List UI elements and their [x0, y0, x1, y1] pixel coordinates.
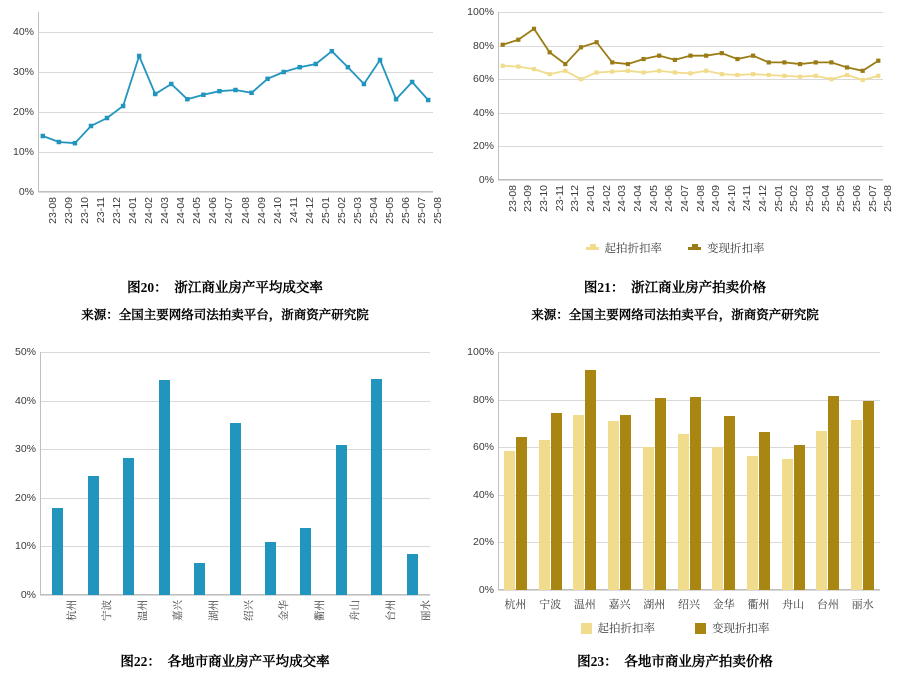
- x-axis-tick-label: 24-02: [143, 197, 156, 224]
- series-marker: [217, 89, 222, 94]
- x-axis-tick-label: 23-08: [506, 185, 519, 212]
- x-axis-tick-label: 嘉兴: [172, 600, 185, 621]
- y-axis-tick-label: 60%: [472, 73, 494, 86]
- y-axis-line: [498, 352, 499, 590]
- series-marker: [751, 54, 755, 58]
- y-axis-tick-label: 0%: [478, 584, 494, 596]
- x-axis-tick-label: 24-07: [223, 197, 236, 224]
- series-marker: [501, 64, 505, 68]
- x-axis-tick-label: 宁波: [539, 599, 562, 611]
- x-axis-tick-label: 25-04: [367, 197, 380, 224]
- bar: [52, 508, 63, 595]
- bar: [724, 416, 735, 590]
- bar: [851, 420, 862, 590]
- figure-20-source: 来源：全国主要网络司法拍卖平台，浙商资产研究院: [81, 308, 369, 322]
- series-marker: [861, 69, 865, 73]
- series-marker: [410, 80, 415, 85]
- x-axis-tick-label: 25-08: [882, 185, 895, 212]
- x-axis-tick-label: 24-12: [757, 185, 770, 212]
- series-marker: [501, 43, 505, 47]
- series-marker: [121, 104, 126, 109]
- x-axis-tick-label: 25-06: [400, 197, 413, 224]
- x-axis-tick-label: 23-09: [62, 197, 75, 224]
- x-axis-tick-label: 25-04: [819, 185, 832, 212]
- gridline: [38, 192, 433, 193]
- series-marker: [516, 65, 520, 69]
- y-axis-tick-label: 10%: [12, 146, 34, 158]
- series-marker: [845, 65, 849, 69]
- x-axis-tick-label: 23-11: [553, 185, 566, 212]
- x-axis-tick-label: 杭州: [504, 599, 527, 611]
- x-axis-tick-label: 宁波: [101, 600, 114, 621]
- series-marker: [362, 82, 367, 87]
- series-marker: [563, 69, 567, 73]
- gridline: [498, 180, 883, 181]
- legend-item: [581, 620, 656, 636]
- y-axis-tick-label: 40%: [472, 488, 494, 501]
- chart-23-plot: [467, 346, 880, 611]
- bar: [678, 434, 689, 590]
- gridline: [40, 595, 430, 596]
- y-axis-tick-label: 100%: [467, 346, 494, 358]
- series-marker: [610, 70, 614, 74]
- series-marker: [673, 58, 677, 62]
- series-marker: [688, 71, 692, 75]
- x-axis-tick-label: 25-02: [335, 197, 348, 224]
- y-axis-tick-label: 20%: [472, 140, 494, 153]
- x-axis-tick-label: 舟山: [782, 599, 805, 611]
- series-marker: [249, 91, 254, 96]
- gridline: [498, 352, 880, 353]
- x-axis-tick-label: 25-01: [772, 185, 785, 212]
- y-axis-tick-label: 0%: [478, 174, 494, 186]
- y-axis-tick-label: 60%: [472, 441, 494, 454]
- x-axis-tick-label: 台州: [384, 600, 397, 621]
- series-marker: [626, 62, 630, 66]
- series-marker: [798, 62, 802, 66]
- x-axis-tick-label: 24-01: [127, 197, 140, 224]
- bar: [816, 431, 827, 590]
- x-axis-tick-label: 25-02: [788, 185, 801, 212]
- series-marker: [814, 60, 818, 64]
- x-axis-tick-label: 金华: [278, 600, 291, 621]
- legend-swatch: [581, 623, 592, 634]
- x-axis-tick-label: 24-05: [647, 185, 660, 212]
- series-marker: [233, 88, 238, 93]
- bar: [643, 447, 654, 590]
- x-axis-tick-label: 23-09: [522, 185, 535, 212]
- series-marker: [876, 74, 880, 78]
- x-axis-tick-label: 24-03: [159, 197, 172, 224]
- series-marker: [532, 27, 536, 31]
- x-axis-tick-label: 25-05: [835, 185, 848, 212]
- y-axis-tick-label: 20%: [14, 491, 36, 504]
- x-axis-tick-label: 温州: [573, 599, 596, 611]
- y-axis-tick-label: 20%: [12, 106, 34, 118]
- bar: [371, 379, 382, 595]
- x-axis-tick-label: 24-06: [663, 185, 676, 212]
- x-axis-tick-label: 衢州: [747, 599, 770, 611]
- x-axis-tick-label: 衢州: [313, 600, 326, 621]
- bar: [88, 476, 99, 595]
- legend-swatch: [586, 247, 599, 250]
- y-axis-tick-label: 40%: [12, 26, 34, 38]
- legend-label: 变现折扣率: [712, 623, 770, 635]
- series-marker: [845, 73, 849, 77]
- series-marker: [688, 54, 692, 58]
- series-marker: [704, 69, 708, 73]
- series-marker: [330, 49, 335, 54]
- series-line: [503, 29, 879, 71]
- legend-swatch: [688, 247, 701, 250]
- x-axis-tick-label: 金华: [712, 599, 735, 611]
- x-axis-tick-label: 丽水: [420, 600, 433, 621]
- x-axis-tick-label: 24-11: [741, 185, 754, 212]
- bar: [230, 423, 241, 595]
- series-marker: [346, 65, 351, 70]
- x-axis-tick-label: 24-10: [271, 197, 284, 224]
- series-marker: [201, 93, 206, 98]
- legend-item: [695, 620, 770, 636]
- x-axis-tick-label: 湖州: [643, 599, 666, 611]
- series-marker: [641, 70, 645, 74]
- series-marker: [767, 60, 771, 64]
- x-axis-tick-label: 24-06: [207, 197, 220, 224]
- x-axis-tick-label: 湖州: [207, 600, 220, 621]
- bar: [655, 398, 666, 590]
- legend-item: [586, 240, 663, 256]
- series-marker: [265, 77, 270, 82]
- series-marker: [169, 82, 174, 87]
- series-marker: [829, 77, 833, 81]
- x-axis-tick-label: 24-08: [694, 185, 707, 212]
- bar: [407, 554, 418, 595]
- series-marker: [579, 45, 583, 49]
- series-marker: [798, 75, 802, 79]
- figure-21-source: 来源：全国主要网络司法拍卖平台，浙商资产研究院: [531, 308, 819, 322]
- y-axis-line: [40, 352, 41, 595]
- series-line: [43, 51, 428, 143]
- series-marker: [579, 77, 583, 81]
- series-marker: [41, 134, 46, 139]
- series-marker: [720, 72, 724, 76]
- x-axis-tick-label: 25-06: [851, 185, 863, 212]
- y-axis-tick-label: 20%: [472, 536, 494, 549]
- bar: [265, 542, 276, 595]
- series-marker: [767, 73, 771, 77]
- series-marker: [595, 40, 599, 44]
- bar: [782, 459, 793, 590]
- x-axis-tick-label: 嘉兴: [608, 599, 631, 611]
- figure-23: [450, 330, 900, 677]
- x-axis-tick-label: 24-02: [600, 185, 613, 212]
- figure-21-caption: 图21： 浙江商业房产拍卖价格: [583, 280, 767, 295]
- x-axis-tick-label: 25-07: [866, 185, 879, 212]
- bar: [620, 415, 631, 590]
- y-axis-tick-label: 30%: [14, 443, 36, 456]
- y-axis-tick-label: 10%: [14, 540, 36, 553]
- series-marker: [89, 124, 94, 129]
- x-axis-tick-label: 25-03: [351, 197, 364, 224]
- series-marker: [516, 38, 520, 42]
- x-axis-tick-label: 24-08: [239, 197, 252, 224]
- bar: [759, 432, 770, 590]
- series-marker: [782, 60, 786, 64]
- x-axis-tick-label: 24-01: [584, 185, 597, 212]
- series-marker: [297, 65, 302, 70]
- x-axis-tick-label: 23-12: [569, 185, 582, 212]
- x-axis-tick-label: 绍兴: [678, 599, 700, 611]
- series-marker: [394, 97, 399, 102]
- figure-20: [0, 0, 450, 330]
- x-axis-tick-label: 23-08: [46, 197, 59, 224]
- series-marker: [426, 98, 431, 103]
- series-marker: [548, 72, 552, 76]
- series-marker: [657, 54, 661, 58]
- chart-20-plot: [12, 12, 445, 224]
- series-marker: [548, 50, 552, 54]
- x-axis-tick-label: 25-05: [384, 197, 396, 224]
- series-marker: [673, 70, 677, 74]
- bar: [747, 456, 758, 590]
- y-axis-tick-label: 0%: [20, 589, 36, 601]
- x-axis-tick-label: 绍兴: [243, 600, 255, 621]
- bar: [585, 370, 596, 590]
- x-axis-tick-label: 24-09: [255, 197, 268, 224]
- bar: [573, 415, 584, 590]
- x-axis-tick-label: 丽水: [851, 599, 874, 611]
- bar: [712, 447, 723, 590]
- y-axis-tick-label: 80%: [472, 393, 494, 406]
- series-marker: [610, 60, 614, 64]
- bar: [194, 563, 205, 595]
- series-marker: [641, 57, 645, 61]
- figure-22-caption: 图22： 各地市商业房产平均成交率: [120, 654, 330, 669]
- series-marker: [57, 140, 62, 145]
- series-marker: [704, 54, 708, 58]
- bar: [690, 397, 701, 590]
- bar: [300, 528, 311, 595]
- series-marker: [657, 69, 661, 73]
- x-axis-tick-label: 25-01: [319, 197, 332, 224]
- series-marker: [314, 62, 319, 67]
- legend-swatch: [695, 623, 706, 634]
- series-marker: [153, 92, 158, 97]
- series-marker: [814, 74, 818, 78]
- y-axis-tick-label: 30%: [12, 66, 34, 78]
- figure-20-caption: 图20： 浙江商业房产平均成交率: [127, 280, 323, 295]
- bar: [123, 458, 134, 595]
- series-marker: [861, 78, 865, 82]
- chart-23-legend: [450, 620, 900, 636]
- bar: [863, 401, 874, 590]
- y-axis-tick-label: 50%: [14, 346, 36, 358]
- chart-22-plot: [14, 346, 433, 621]
- x-axis-tick-label: 25-08: [432, 197, 445, 224]
- x-axis-tick-label: 25-07: [416, 197, 429, 224]
- series-marker: [185, 97, 190, 102]
- x-axis-tick-label: 23-12: [111, 197, 124, 224]
- x-axis-tick-label: 24-05: [191, 197, 204, 224]
- series-marker: [735, 73, 739, 77]
- series-marker: [735, 57, 739, 61]
- bar: [516, 437, 527, 591]
- series-marker: [876, 59, 880, 63]
- series-marker: [105, 116, 110, 121]
- line-series-layer: [38, 12, 433, 192]
- series-marker: [782, 74, 786, 78]
- figure-21: [450, 0, 900, 330]
- chart-21-plot: [467, 6, 895, 212]
- series-marker: [137, 54, 142, 59]
- bar: [159, 380, 170, 595]
- figure-23-caption: 图23： 各地市商业房产拍卖价格: [577, 654, 773, 669]
- gridline: [498, 590, 880, 591]
- series-marker: [751, 72, 755, 76]
- x-axis-tick-label: 24-11: [287, 197, 300, 224]
- bar: [551, 413, 562, 590]
- y-axis-tick-label: 100%: [467, 6, 494, 18]
- x-axis-tick-label: 台州: [816, 599, 839, 611]
- x-axis-tick-label: 25-03: [804, 185, 817, 212]
- x-axis-tick-label: 23-11: [94, 197, 107, 224]
- x-axis-tick-label: 舟山: [349, 600, 362, 621]
- x-axis-tick-label: 24-12: [303, 197, 316, 224]
- legend-item: [688, 240, 765, 256]
- x-axis-tick-label: 24-09: [710, 185, 723, 212]
- y-axis-tick-label: 80%: [472, 39, 494, 52]
- x-axis-tick-label: 23-10: [78, 197, 91, 224]
- bar: [608, 421, 619, 590]
- series-marker: [563, 62, 567, 66]
- series-marker: [595, 70, 599, 74]
- x-axis-tick-label: 杭州: [65, 600, 78, 621]
- y-axis-tick-label: 40%: [14, 394, 36, 407]
- x-axis-tick-label: 温州: [136, 600, 149, 621]
- x-axis-tick-label: 23-10: [537, 185, 550, 212]
- line-series-layer: [498, 12, 883, 180]
- x-axis-tick-label: 24-03: [616, 185, 629, 212]
- series-marker: [281, 70, 286, 75]
- y-axis-tick-label: 0%: [18, 186, 34, 198]
- figure-22: [0, 330, 450, 677]
- series-marker: [378, 58, 383, 63]
- chart-21-legend: [450, 240, 900, 256]
- x-axis-tick-label: 24-04: [175, 197, 188, 224]
- series-marker: [626, 69, 630, 73]
- series-marker: [532, 67, 536, 71]
- gridline: [40, 352, 430, 353]
- series-marker: [720, 51, 724, 55]
- bar: [539, 440, 550, 590]
- x-axis-tick-label: 24-04: [631, 185, 644, 212]
- bar: [828, 396, 839, 590]
- legend-label: 起拍折扣率: [597, 623, 655, 635]
- x-axis-tick-label: 24-10: [725, 185, 738, 212]
- series-marker: [829, 60, 833, 64]
- y-axis-tick-label: 40%: [472, 106, 494, 119]
- bar: [794, 445, 805, 590]
- series-marker: [73, 141, 78, 146]
- bar: [336, 445, 347, 595]
- legend-label: 起拍折扣率: [604, 243, 662, 255]
- legend-label: 变现折扣率: [707, 243, 765, 255]
- x-axis-tick-label: 24-07: [678, 185, 691, 212]
- bar: [504, 451, 515, 590]
